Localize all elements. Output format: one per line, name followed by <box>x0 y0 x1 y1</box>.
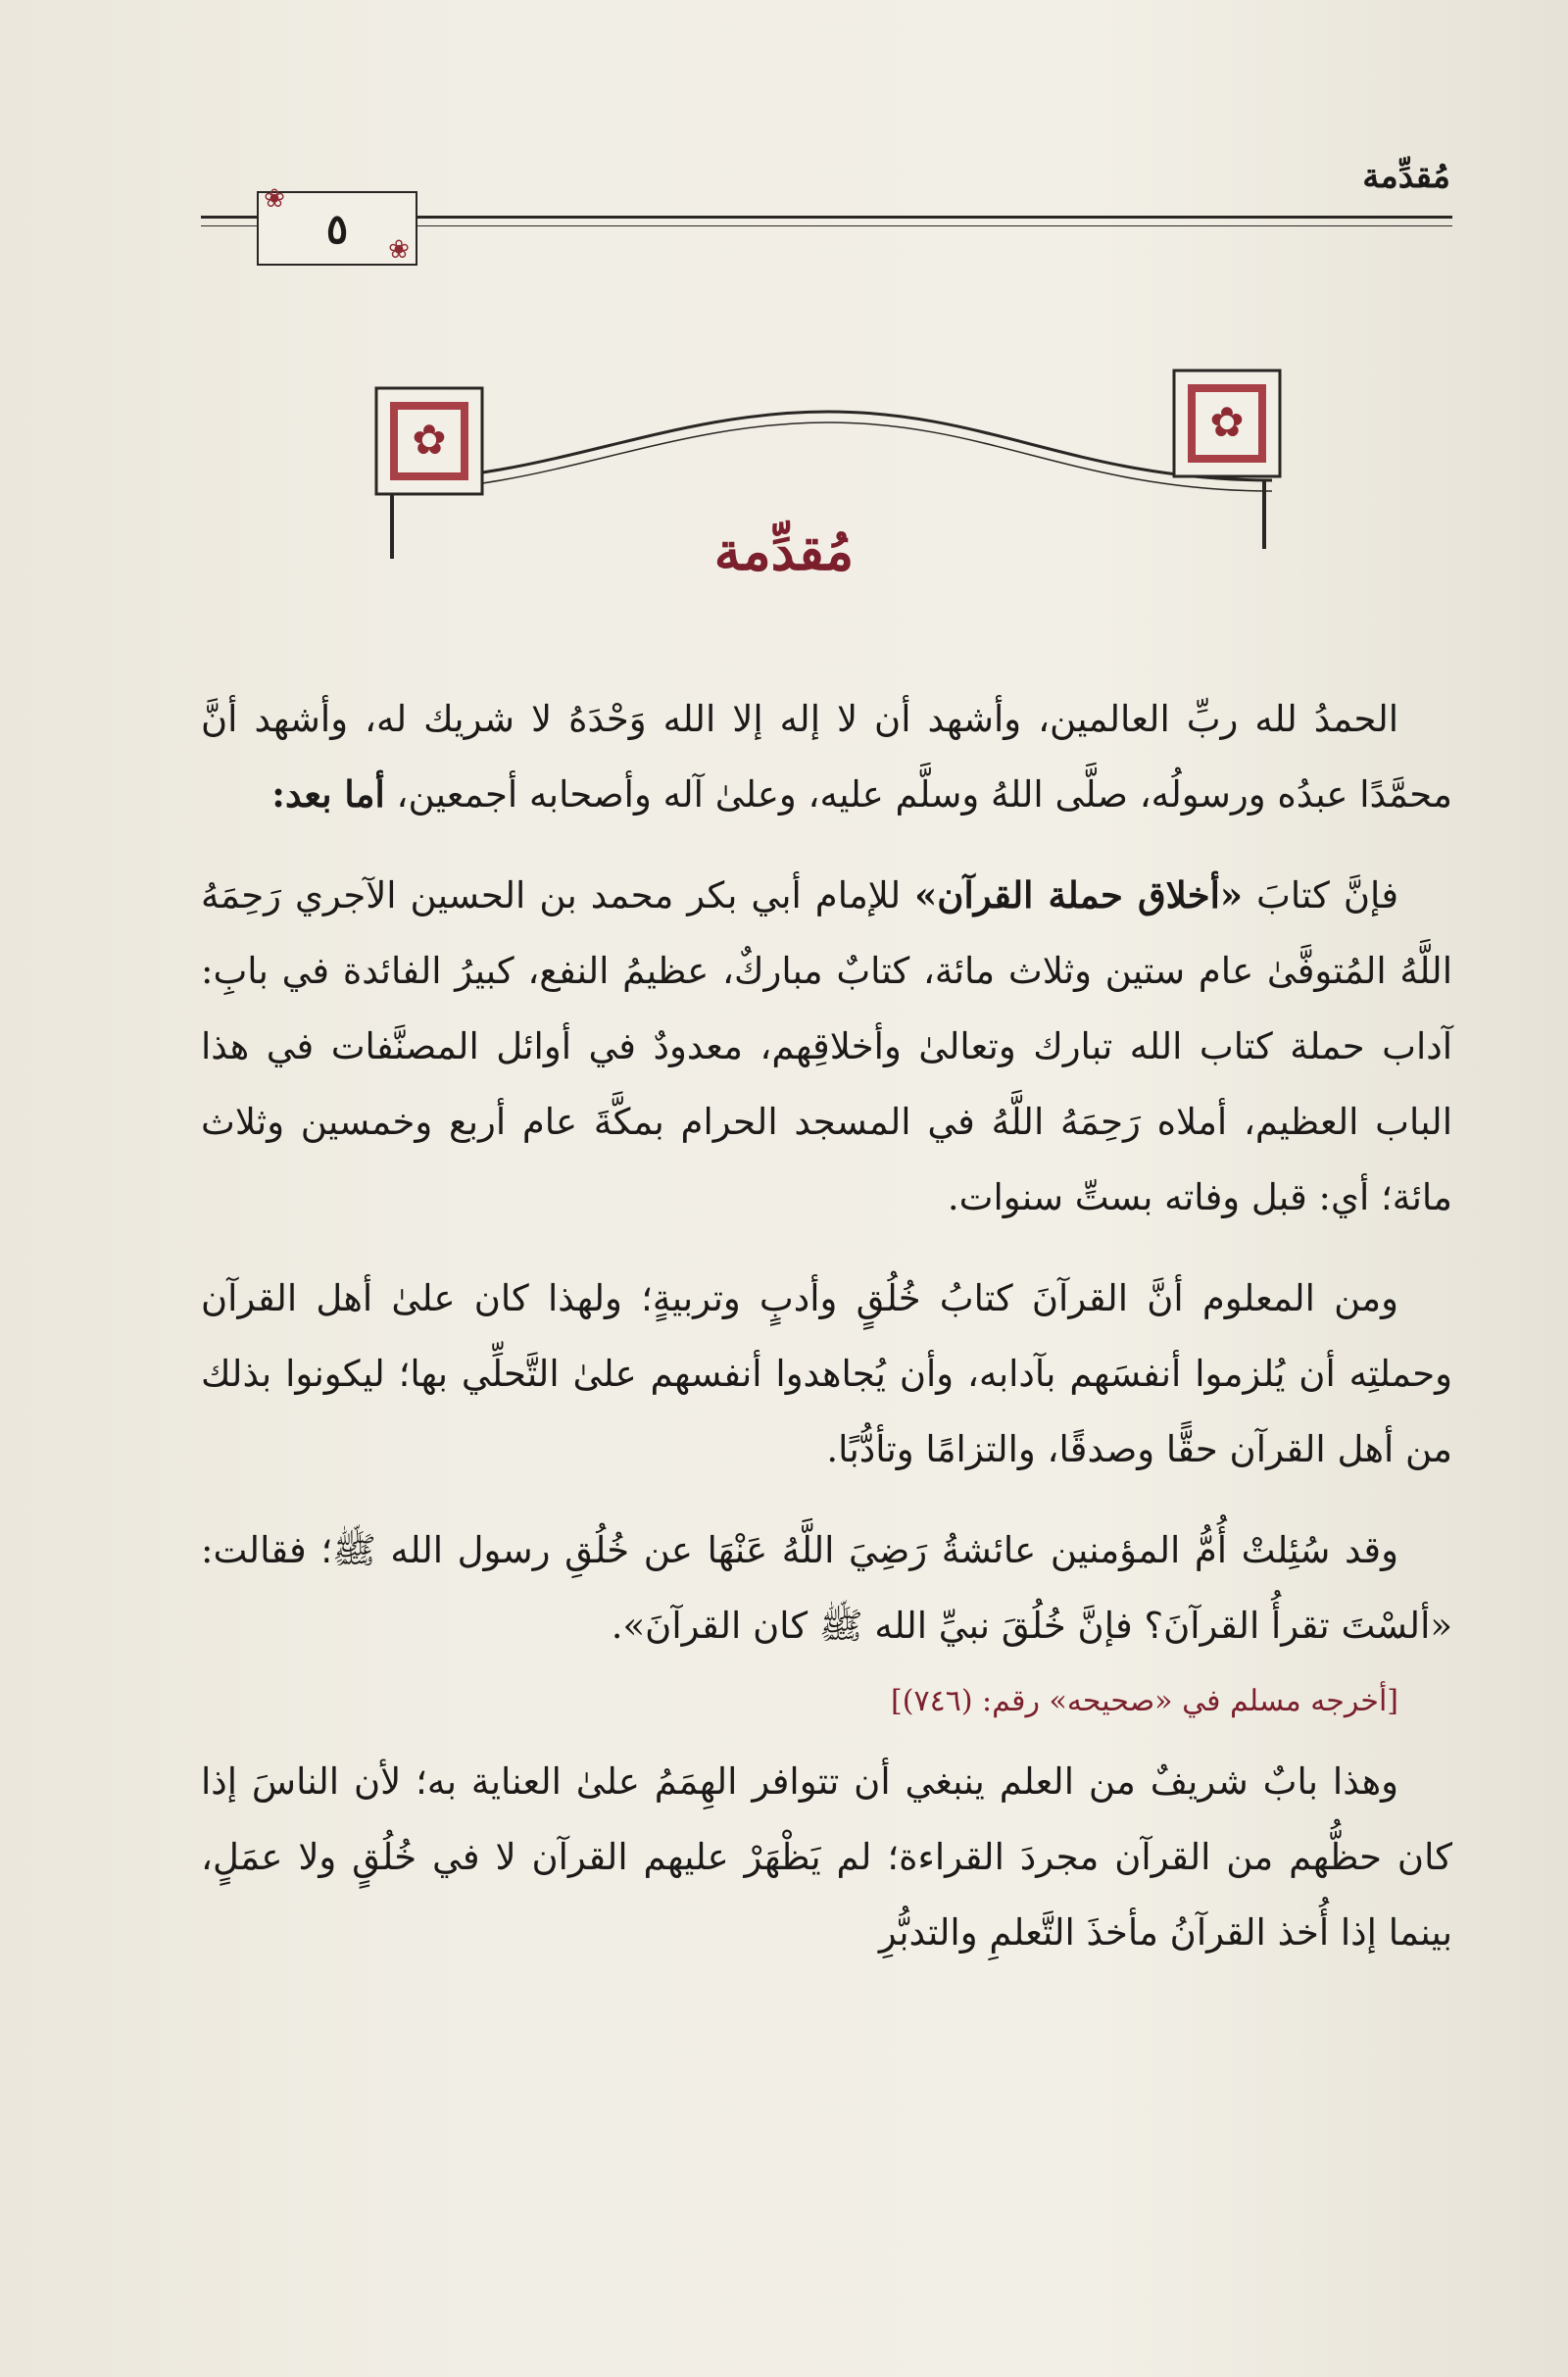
paragraph-2-text: للإمام أبي بكر محمد بن الحسين الآجري رَحِمَهُ اللَّهُ المُتوفَّىٰ عام ستين وثلاث مائة، كتابٌ مباركٌ، عظيمُ النفع، كبيرُ الفائدة في بابِ: آداب حملة كتاب الله تبارك وتعالىٰ وأخلاقِهم، معدودٌ في أوائل المصنَّفات في هذا الباب العظيم، أملاه رَحِمَهُ اللَّهُ في المسجد الحرام بمكَّةَ عام أربع وخمسين وثلاث مائة؛ أي: قبل وفاته بستِّ سنوات. <box>201 874 1452 1218</box>
body-text <box>201 681 1452 1970</box>
paragraph-2 <box>201 858 1452 1235</box>
right-ornament-tile <box>1174 371 1280 476</box>
flower-ornament-icon: ❀ <box>264 184 285 214</box>
running-header-title: مُقدِّمة <box>1362 157 1450 196</box>
flower-ornament-icon: ❀ <box>388 235 410 265</box>
page-number: ٥ <box>325 204 349 253</box>
paragraph-2-lead: فإنَّ كتابَ <box>1256 874 1399 916</box>
svg-text:✿: ✿ <box>1209 398 1245 446</box>
paragraph-1-text: الحمدُ لله ربِّ العالمين، وأشهد أن لا إله إلا الله وَحْدَهُ لا شريك له، وأشهد أنَّ محمَّدًا عبدُه ورسولُه، صلَّى اللهُ وسلَّم عليه، وعلىٰ آله وأصحابه أجمعين، <box>201 698 1452 816</box>
paragraph-3: ومن المعلوم أنَّ القرآنَ كتابُ خُلُقٍ وأدبٍ وتربيةٍ؛ ولهذا كان علىٰ أهل القرآن وحملتِه أن يُلزموا أنفسَهم بآدابه، وأن يُجاهدوا أنفسهم علىٰ التَّحلِّي بها؛ ليكونوا بذلك من أهل القرآن حقًّا وصدقًا، والتزامًا وتأدُّبًا. <box>201 1277 1452 1470</box>
book-title: «أخلاق حملة القرآن» <box>914 873 1244 916</box>
left-ornament-tile <box>376 388 482 494</box>
paragraph-4: وقد سُئِلتْ أُمُّ المؤمنين عائشةُ رَضِيَ اللَّهُ عَنْهَا عن خُلُقِ رسول الله ﷺ؛ فقالت: «ألسْتَ تقرأُ القرآنَ؟ فإنَّ خُلُقَ نبيِّ الله ﷺ كان القرآنَ». <box>201 1529 1452 1647</box>
paragraph-1 <box>201 681 1452 832</box>
chapter-title: مُقدِّمة <box>713 520 855 582</box>
paragraph-1-bold: أما بعد: <box>271 772 385 816</box>
svg-text:✿: ✿ <box>412 416 447 464</box>
paragraph-5: وهذا بابٌ شريفٌ من العلم ينبغي أن تتوافر الهِمَمُ علىٰ العناية به؛ لأن الناسَ إذا كان حظُّهم من القرآن مجردَ القراءة؛ لم يَظْهَرْ عليهم القرآن لا في خُلُقٍ ولا عمَلٍ، بينما إذا أُخذ القرآنُ مأخذَ التَّعلمِ والتدبُّرِ <box>201 1760 1452 1954</box>
hadith-citation: [أخرجه مسلم في «صحيحه» رقم: (٧٤٦)] <box>891 1684 1398 1718</box>
